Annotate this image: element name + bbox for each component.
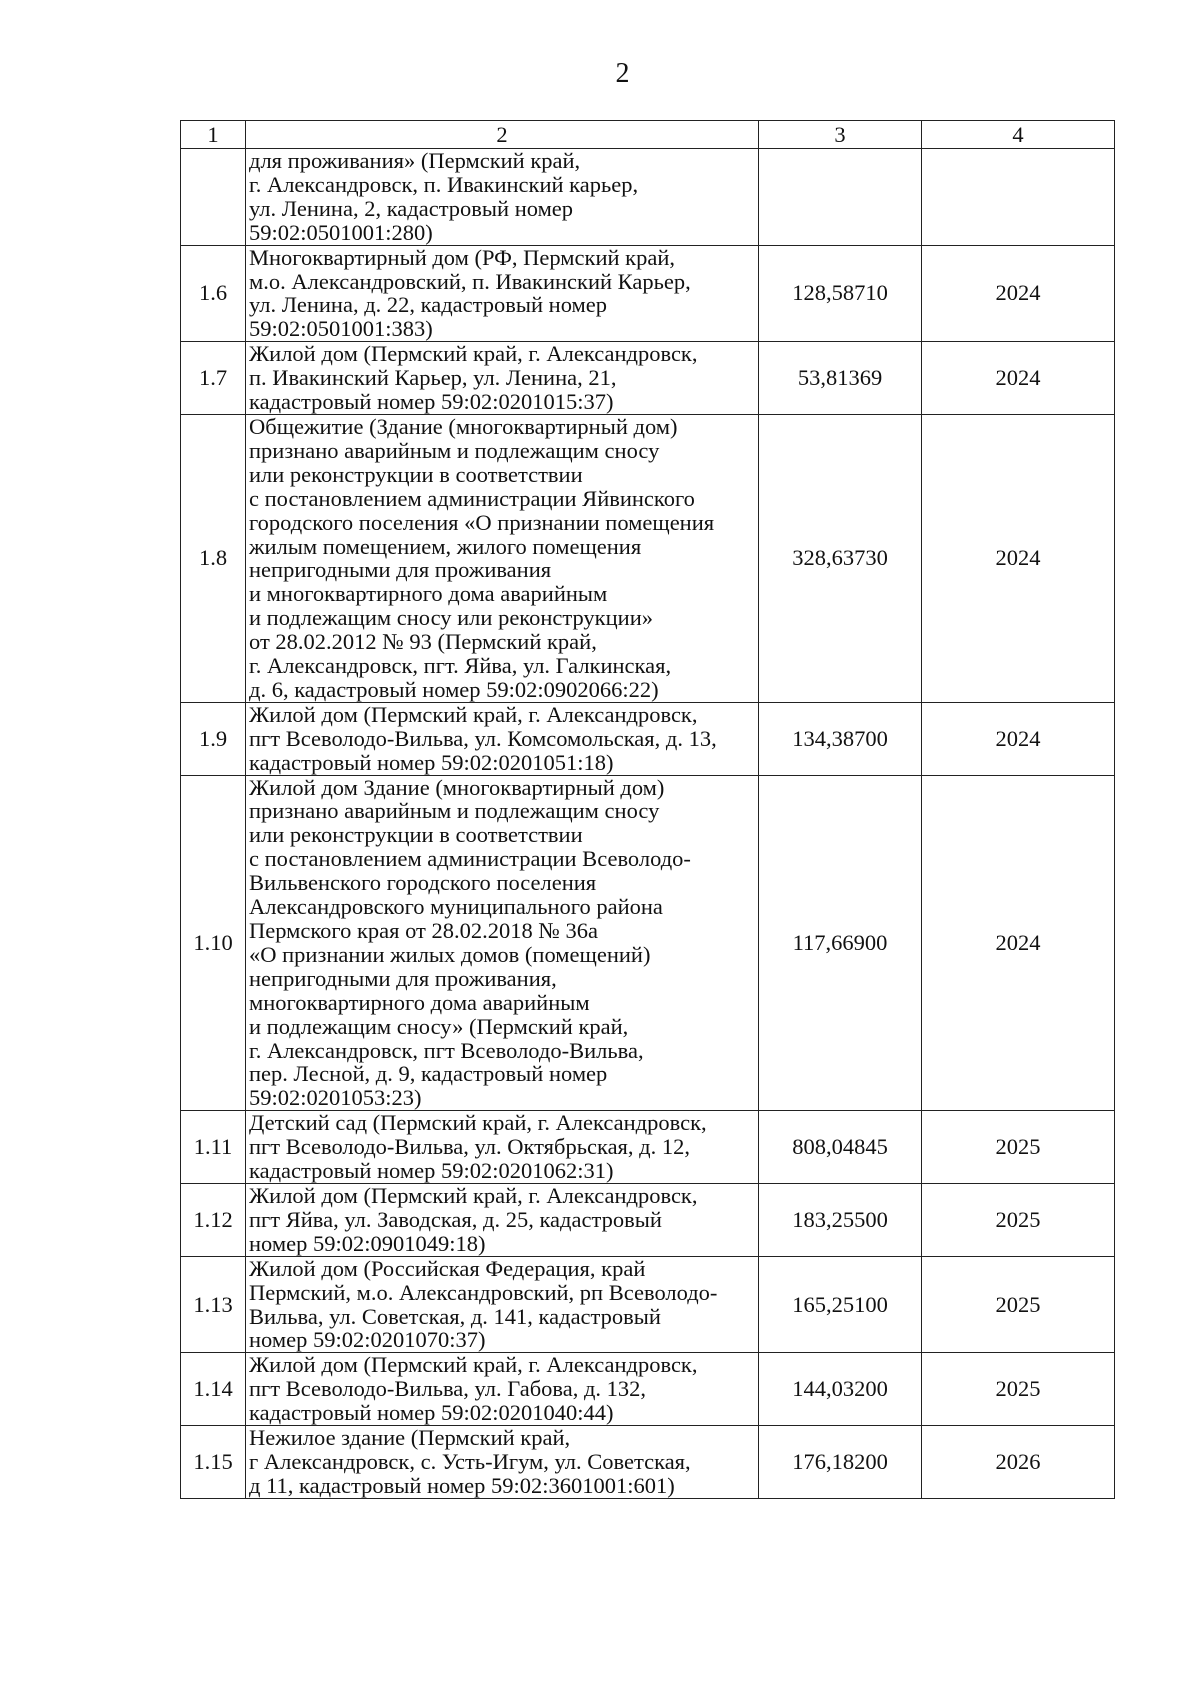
description-line: городского поселения «О признании помещения [249,509,715,535]
description-line: Жилой дом (Пермский край, г. Александровск, [249,1352,698,1378]
year-cell: 2024 [922,775,1115,1111]
value-cell: 53,81369 [759,342,922,415]
description-line: от 28.02.2012 № 93 (Пермский край, [249,629,597,655]
table-row [181,414,1115,702]
year-cell: 2024 [922,342,1115,415]
description-line: кадастровый номер 59:02:0201040:44) [249,1400,614,1426]
value-cell: 808,04845 [759,1111,922,1184]
description-line: пгт Всеволодо-Вильва, ул. Габова, д. 132, [249,1376,647,1402]
year-cell: 2025 [922,1256,1115,1353]
description-line: или реконструкции в соответствии [249,822,583,848]
description-line: 59:02:0501001:280) [249,219,433,245]
description-line: Александровского муниципального района [249,894,663,920]
description-line: Жилой дом (Пермский край, г. Александровск, [249,341,698,367]
table-row [181,149,1115,246]
description-line: номер 59:02:0201070:37) [249,1327,486,1353]
description-line: для проживания» (Пермский край, [249,148,581,173]
description-line: 59:02:0501001:383) [249,316,433,342]
description-line: 59:02:0201053:23) [249,1085,422,1111]
description-line: многоквартирного дома аварийным [249,989,590,1015]
column-header-3: 3 [759,121,922,149]
table-row [181,1353,1115,1426]
description-line: Общежитие (Здание (многоквартирный дом) [249,413,678,439]
year-cell: 2025 [922,1111,1115,1184]
row-number-cell: 1.9 [181,702,246,775]
description-line: м.о. Александровский, п. Ивакинский Карьер, [249,268,691,294]
description-line: г Александровск, с. Усть-Игум, ул. Советская, [249,1448,691,1474]
description-line: п. Ивакинский Карьер, ул. Ленина, 21, [249,365,617,391]
description-line: и подлежащим сносу» (Пермский край, [249,1013,629,1039]
object-description-cell [246,1111,759,1184]
description-line: признано аварийным и подлежащим сносу [249,437,660,463]
value-cell: 176,18200 [759,1426,922,1499]
column-header-1: 1 [181,121,246,149]
year-cell: 2025 [922,1183,1115,1256]
description-line: Детский сад (Пермский край, г. Александровск, [249,1110,707,1136]
value-cell: 117,66900 [759,775,922,1111]
description-line: пер. Лесной, д. 9, кадастровый номер [249,1061,608,1087]
objects-table [180,120,1115,1499]
table-row [181,1426,1115,1499]
description-line: «О признании жилых домов (помещений) [249,941,651,967]
year-cell: 2024 [922,414,1115,702]
object-description-cell [246,775,759,1111]
row-number-cell: 1.7 [181,342,246,415]
row-number-cell: 1.11 [181,1111,246,1184]
description-line: г. Александровск, п. Ивакинский карьер, [249,171,639,197]
object-description-cell [246,245,759,342]
description-line: пгт Всеволодо-Вильва, ул. Комсомольская, д. 13, [249,725,717,751]
year-cell: 2026 [922,1426,1115,1499]
row-number-cell: 1.8 [181,414,246,702]
description-line: Жилой дом (Российская Федерация, край [249,1255,646,1281]
row-number-cell: 1.14 [181,1353,246,1426]
object-description-cell [246,1426,759,1499]
column-header-4: 4 [922,121,1115,149]
row-number-cell: 1.13 [181,1256,246,1353]
description-line: Нежилое здание (Пермский край, [249,1425,571,1451]
object-description-cell [246,414,759,702]
object-description-cell [246,342,759,415]
year-cell: 2025 [922,1353,1115,1426]
description-line: и многоквартирного дома аварийным [249,581,608,607]
value-cell: 144,03200 [759,1353,922,1426]
description-line: ул. Ленина, д. 22, кадастровый номер [249,292,607,318]
description-line: кадастровый номер 59:02:0201051:18) [249,749,614,775]
description-line: д 11, кадастровый номер 59:02:3601001:601) [249,1472,675,1498]
row-number-cell: 1.12 [181,1183,246,1256]
table-row [181,775,1115,1111]
description-line: Пермского края от 28.02.2018 № 36а [249,918,598,943]
description-line: с постановлением администрации Яйвинского [249,485,695,511]
description-line: кадастровый номер 59:02:0201015:37) [249,389,614,415]
row-number-cell: 1.15 [181,1426,246,1499]
description-line: номер 59:02:0901049:18) [249,1230,486,1256]
row-number-cell [181,149,246,246]
description-line: непригодными для проживания, [249,965,557,991]
description-line: д. 6, кадастровый номер 59:02:0902066:22) [249,676,659,702]
description-line: г. Александровск, пгт. Яйва, ул. Галкинская, [249,653,672,679]
table-header-row [181,121,1115,149]
table-row [181,245,1115,342]
description-line: Многоквартирный дом (РФ, Пермский край, [249,244,675,270]
description-line: Жилой дом (Пермский край, г. Александровск, [249,701,698,727]
page-number: 2 [615,58,630,89]
description-line: ул. Ленина, 2, кадастровый номер [249,195,574,221]
description-line: и подлежащим сносу или реконструкции» [249,605,653,631]
object-description-cell [246,1353,759,1426]
table-body [181,121,1115,1499]
year-cell: 2024 [922,245,1115,342]
object-description-cell [246,702,759,775]
value-cell: 183,25500 [759,1183,922,1256]
description-line: признано аварийным и подлежащим сносу [249,798,660,824]
description-line: Пермский, м.о. Александровский, рп Всеволодо- [249,1279,718,1305]
value-cell: 328,63730 [759,414,922,702]
description-line: Жилой дом Здание (многоквартирный дом) [249,774,665,800]
description-line: пгт Всеволодо-Вильва, ул. Октябрьская, д. 12, [249,1134,690,1160]
description-line: пгт Яйва, ул. Заводская, д. 25, кадастровый [249,1206,662,1232]
value-cell: 134,38700 [759,702,922,775]
row-number-cell: 1.10 [181,775,246,1111]
year-cell: 2024 [922,702,1115,775]
description-line: кадастровый номер 59:02:0201062:31) [249,1158,614,1184]
column-header-2: 2 [246,121,759,149]
value-cell [759,149,922,246]
description-line: с постановлением администрации Всеволодо- [249,846,691,872]
table-row [181,342,1115,415]
description-line: Вильва, ул. Советская, д. 141, кадастровый [249,1303,661,1329]
table-row [181,702,1115,775]
description-line: или реконструкции в соответствии [249,461,583,487]
description-line: жилым помещением, жилого помещения [249,533,642,559]
row-number-cell: 1.6 [181,245,246,342]
description-line: Жилой дом (Пермский край, г. Александровск, [249,1182,698,1208]
value-cell: 165,25100 [759,1256,922,1353]
description-line: Вильвенского городского поселения [249,870,597,896]
object-description-cell [246,1183,759,1256]
object-description-cell [246,1256,759,1353]
table-row [181,1111,1115,1184]
year-cell [922,149,1115,246]
value-cell: 128,58710 [759,245,922,342]
table-row [181,1256,1115,1353]
description-line: г. Александровск, пгт Всеволодо-Вильва, [249,1037,644,1063]
object-description-cell [246,149,759,246]
table-row [181,1183,1115,1256]
description-line: непригодными для проживания [249,557,552,583]
